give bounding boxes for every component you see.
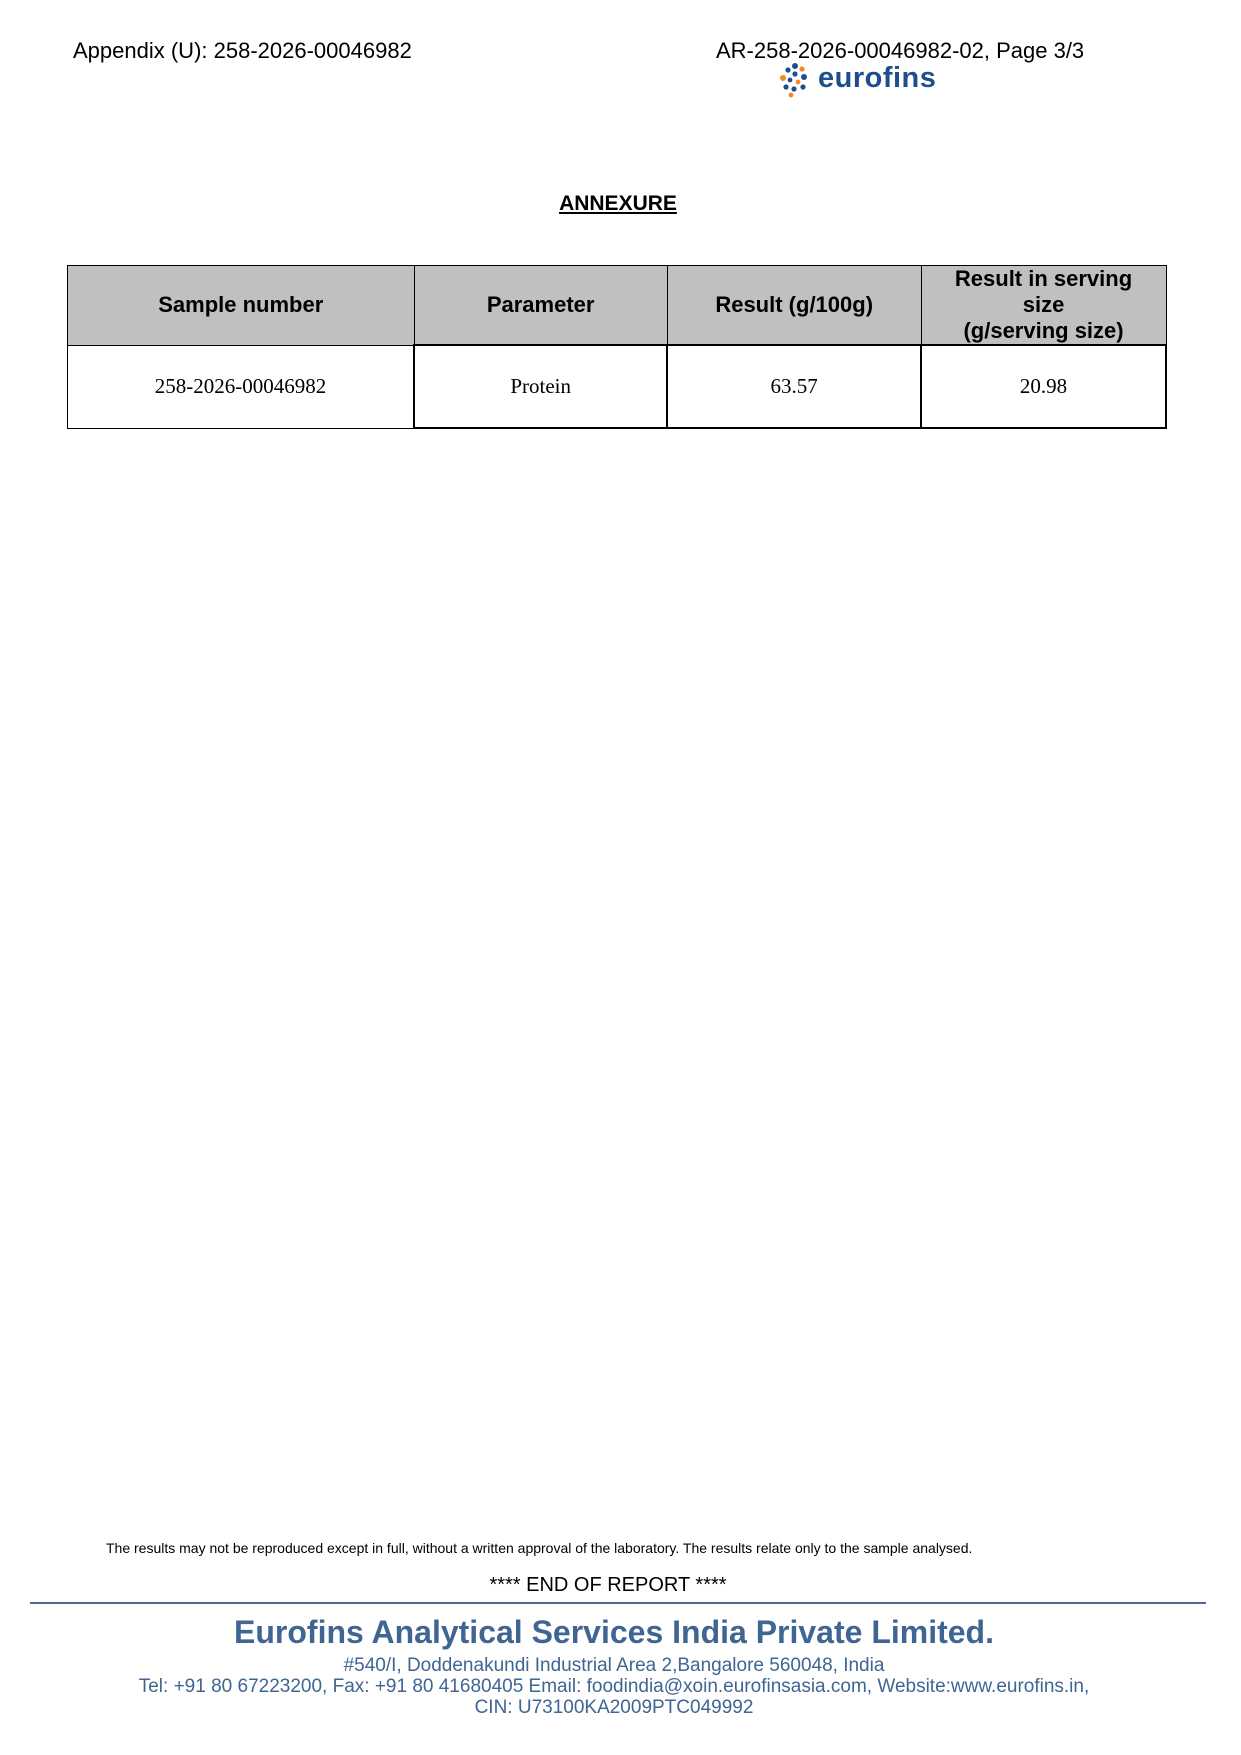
column-header-result-100g: Result (g/100g) bbox=[667, 266, 921, 346]
column-header-sample-number: Sample number bbox=[68, 266, 415, 346]
footer-cin: CIN: U73100KA2009PTC049992 bbox=[474, 1697, 754, 1718]
column-header-result-serving bbox=[921, 266, 1166, 346]
cell-result-serving: 20.98 bbox=[921, 345, 1166, 428]
cell-result-100g: 63.57 bbox=[667, 345, 921, 428]
cell-parameter: Protein bbox=[414, 345, 667, 428]
disclaimer-text: The results may not be reproduced except in full, without a written approval of the laboratory. The results relate only to the sample analysed. bbox=[106, 1540, 973, 1556]
footer-contact: Tel: +91 80 67223200, Fax: +91 80 41680405 Email: foodindia@xoin.eurofinsasia.com, Website:www.eurofins.in, bbox=[138, 1676, 1090, 1697]
column-header-result-serving-line-1: Result in serving bbox=[954, 266, 1133, 291]
end-of-report: **** END OF REPORT **** bbox=[489, 1574, 727, 1596]
appendix-reference: Appendix (U): 258-2026-00046982 bbox=[73, 38, 412, 63]
footer-company-name: Eurofins Analytical Services India Private Limited. bbox=[234, 1614, 994, 1650]
table-row bbox=[68, 345, 1167, 428]
report-reference: AR-258-2026-00046982-02, Page 3/3 bbox=[716, 38, 1085, 63]
results-table bbox=[67, 265, 1167, 429]
footer-address: #540/I, Doddenakundi Industrial Area 2,Bangalore 560048, India bbox=[343, 1655, 885, 1676]
column-header-parameter: Parameter bbox=[414, 266, 667, 346]
footer-divider bbox=[30, 1602, 1206, 1604]
eurofins-logo bbox=[778, 62, 958, 98]
logo-wordmark: eurofins bbox=[818, 62, 937, 94]
eurofins-dots-logo-icon bbox=[778, 62, 814, 98]
table-header-row bbox=[68, 266, 1167, 346]
column-header-result-serving-line-2: size bbox=[1022, 292, 1065, 317]
annexure-title: ANNEXURE bbox=[559, 192, 677, 215]
cell-sample-number: 258-2026-00046982 bbox=[68, 345, 415, 428]
column-header-result-serving-line-3: (g/serving size) bbox=[963, 318, 1124, 343]
